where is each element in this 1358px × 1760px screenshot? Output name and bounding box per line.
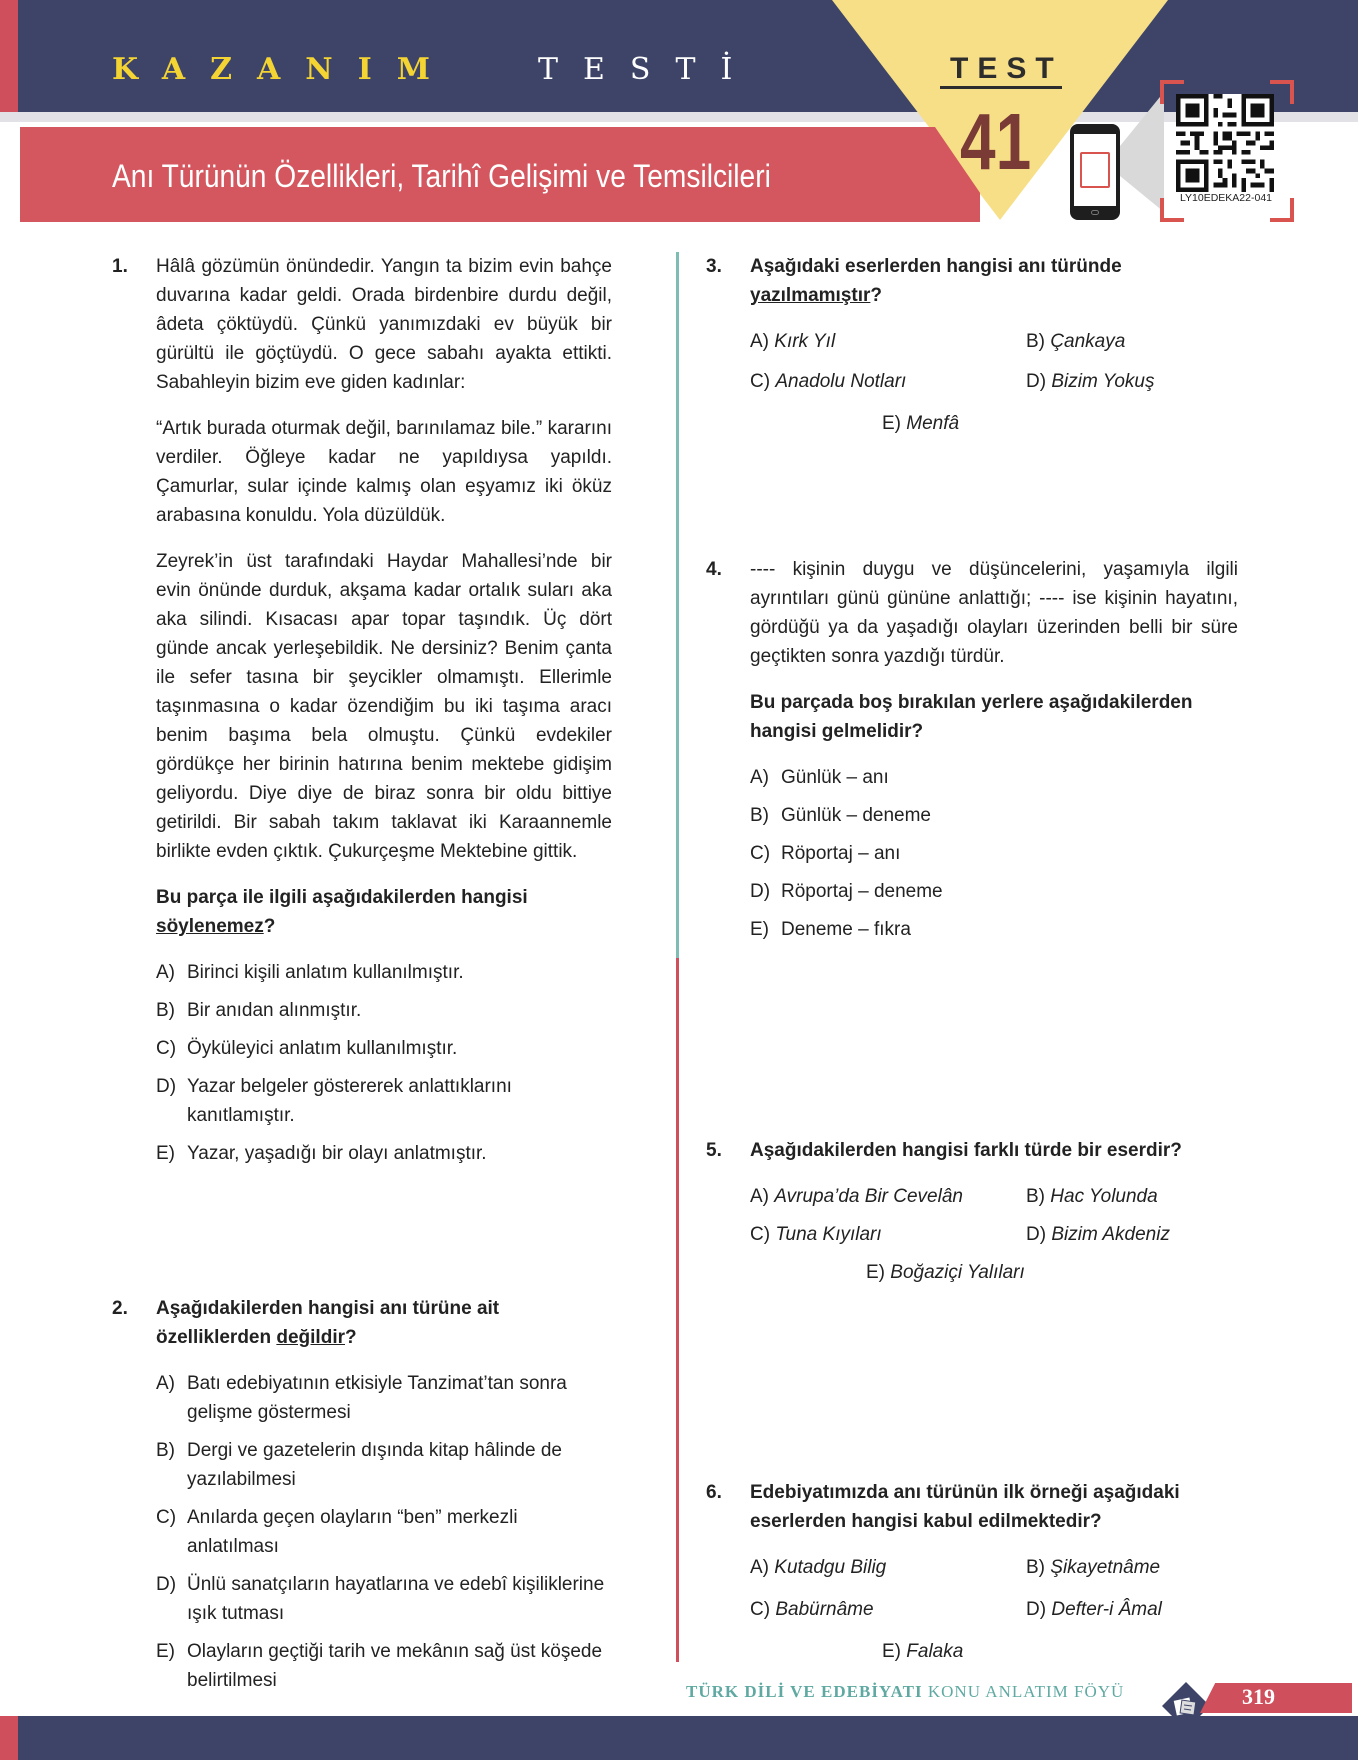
page-title: Anı Türünün Özellikleri, Tarihî Gelişimi ve Temsilcileri <box>112 158 771 194</box>
page-number-tab <box>1200 1683 1352 1713</box>
question-number: 4. <box>706 559 722 580</box>
answer-option-b[interactable]: B) Hac Yolunda <box>1026 1186 1158 1207</box>
answer-option-b[interactable]: B) Dergi ve gazetelerin dışında kitap hâlinde de yazılabilmesi <box>156 1440 562 1490</box>
question-stem: Aşağıdakilerden hangisi anı türüne ait özelliklerden değildir? <box>156 1298 500 1348</box>
answer-option-a[interactable]: A) Kutadgu Bilig <box>750 1557 887 1578</box>
footer-band <box>0 1716 1358 1760</box>
passage-paragraph: Zeyrek’in üst tarafındaki Haydar Mahallesi’nde bir evin önünde durduk, akşama kadar ortalık suları aka aka silindi. Kısacası apar topar taşındık. Üç dört günde ancak yerleşebildik. Ne dersiniz? Benim çanta ile sefer tasına bir şeycikler olmamıştı. Ellerimle taşınmasına o kadar özendiğim bu iki taşıma aracı benim başıma bela olmuştu. Çünkü evdekiler gördükçe her birinin hatırına benim mektebe gidişim geliyordu. Diye diye de biraz sonra bir oldu bittiye getirildi. Bir sabah takım taklavat iki Karaannemle birlikte evden çıktık. Çukurçeşme Mektebine gittik. <box>156 551 612 862</box>
question-6 <box>706 1478 1244 1673</box>
answer-option-e[interactable]: E) Boğaziçi Yalıları <box>866 1262 1025 1283</box>
answer-option-c[interactable]: C) Tuna Kıyıları <box>750 1224 882 1245</box>
question-number: 1. <box>112 256 128 277</box>
answer-option-b[interactable]: B) Çankaya <box>1026 331 1126 352</box>
test-number: 41 <box>960 97 1032 186</box>
answer-option-d[interactable]: D) Bizim Akdeniz <box>1026 1224 1170 1245</box>
answer-option-a[interactable]: A) Günlük – anı <box>750 767 889 788</box>
question-stem: Aşağıdakilerden hangisi farklı türde bir eserdir? <box>750 1140 1182 1161</box>
question-number: 6. <box>706 1482 722 1503</box>
footer-left-strip <box>0 1716 18 1760</box>
question-number: 5. <box>706 1140 722 1161</box>
column-divider-top <box>676 252 679 958</box>
answer-option-c[interactable]: C) Röportaj – anı <box>750 843 901 864</box>
passage-paragraph: Hâlâ gözümün önündedir. Yangın ta bizim evin bahçe duvarına kadar geldi. Orada birdenbire durdu değil, âdeta çöktüydü. Çünkü yanımızdaki ev büyük bir gürültü ile göçtüydü. O gece sabahı ayakta ettikti. Sabahleyin bizim eve giden kadınlar: <box>156 256 612 393</box>
page-number: 319 <box>1242 1684 1275 1709</box>
qr-code-label: LY10EDEKA22-041 <box>1179 192 1273 204</box>
footer-book-title: TÜRK DİLİ VE EDEBİYATI KONU ANLATIM FÖYÜ <box>686 1682 1125 1701</box>
answer-option-e[interactable]: E) Olayların geçtiği tarih ve mekânın sağ üst köşede belirtilmesi <box>156 1641 603 1691</box>
answer-option-d[interactable]: D) Defter-i Âmal <box>1026 1599 1162 1620</box>
question-4 <box>706 555 1244 953</box>
header-testi: TESTİ <box>538 52 758 87</box>
answer-option-a[interactable]: A) Batı edebiyatının etkisiyle Tanzimat’tan sonra gelişme göstermesi <box>156 1373 567 1423</box>
passage-paragraph: ---- kişinin duygu ve düşüncelerini, yaşamıyla ilgili ayrıntıları günü gününe anlattığı; ---- ise kişinin hayatını, gördüğü ya da yaşadığı olayları üzerinden belli bir süre geçtikten sonra yazdığı türdür. <box>750 559 1238 667</box>
question-number: 2. <box>112 1298 128 1319</box>
answer-option-c[interactable]: C) Anılarda geçen olayların “ben” merkezli anlatılması <box>156 1507 518 1557</box>
question-stem: Bu parçada boş bırakılan yerlere aşağıdakilerden hangisi gelmelidir? <box>750 692 1193 742</box>
header-left-strip <box>0 0 18 112</box>
answer-option-d[interactable]: D) Bizim Yokuş <box>1026 371 1155 392</box>
passage-paragraph: “Artık burada oturmak değil, barınılamaz bile.” kararını verdiler. Öğleye kadar ne yapıldıysa yapıldı. Çamurlar, sular içinde kalmış olan eşyamız iki öküz arabasına konuldu. Yola düzüldük. <box>156 418 612 526</box>
column-divider-bottom <box>676 958 679 1662</box>
answer-option-a[interactable]: A) Kırk Yıl <box>750 331 836 352</box>
answer-option-a[interactable]: A) Birinci kişili anlatım kullanılmıştır. <box>156 962 464 983</box>
test-label: TEST <box>950 52 1063 85</box>
question-stem: Edebiyatımızda anı türünün ilk örneği aşağıdaki eserlerden hangisi kabul edilmektedir? <box>750 1482 1180 1532</box>
qr-code-icon[interactable] <box>1176 94 1274 192</box>
answer-option-d[interactable]: D) Yazar belgeler göstererek anlattıklarını kanıtlamıştır. <box>156 1076 512 1126</box>
header-kazanim: KAZANIM <box>112 52 455 87</box>
answer-option-c[interactable]: C) Babürnâme <box>750 1599 874 1620</box>
question-stem: Bu parça ile ilgili aşağıdakilerden hangisi söylenemez? <box>156 887 528 937</box>
question-2 <box>112 1294 612 1704</box>
phone-button <box>1091 210 1099 215</box>
question-5 <box>706 1136 1244 1292</box>
question-3 <box>706 252 1244 447</box>
answer-option-e[interactable]: E) Menfâ <box>882 413 960 434</box>
answer-option-b[interactable]: B) Günlük – deneme <box>750 805 931 826</box>
question-number: 3. <box>706 256 722 277</box>
answer-option-e[interactable]: E) Falaka <box>882 1641 964 1662</box>
answer-option-c[interactable]: C) Anadolu Notları <box>750 371 907 392</box>
answer-option-d[interactable]: D) Ünlü sanatçıların hayatlarına ve edebî kişiliklerine ışık tutması <box>156 1574 605 1624</box>
answer-option-b[interactable]: B) Şikayetnâme <box>1026 1557 1161 1578</box>
answer-option-e[interactable]: E) Deneme – fıkra <box>750 919 911 940</box>
answer-option-c[interactable]: C) Öyküleyici anlatım kullanılmıştır. <box>156 1038 458 1059</box>
question-stem: Aşağıdaki eserlerden hangisi anı türünde yazılmamıştır? <box>750 256 1122 306</box>
test-underline <box>940 86 1062 89</box>
answer-option-d[interactable]: D) Röportaj – deneme <box>750 881 943 902</box>
answer-option-e[interactable]: E) Yazar, yaşadığı bir olayı anlatmıştır. <box>156 1143 487 1164</box>
scan-frame-icon <box>1080 152 1110 188</box>
answer-option-a[interactable]: A) Avrupa’da Bir Cevelân <box>750 1186 963 1207</box>
question-1 <box>112 252 612 1177</box>
header-right-strip <box>1350 0 1358 60</box>
answer-option-b[interactable]: B) Bir anıdan alınmıştır. <box>156 1000 362 1021</box>
